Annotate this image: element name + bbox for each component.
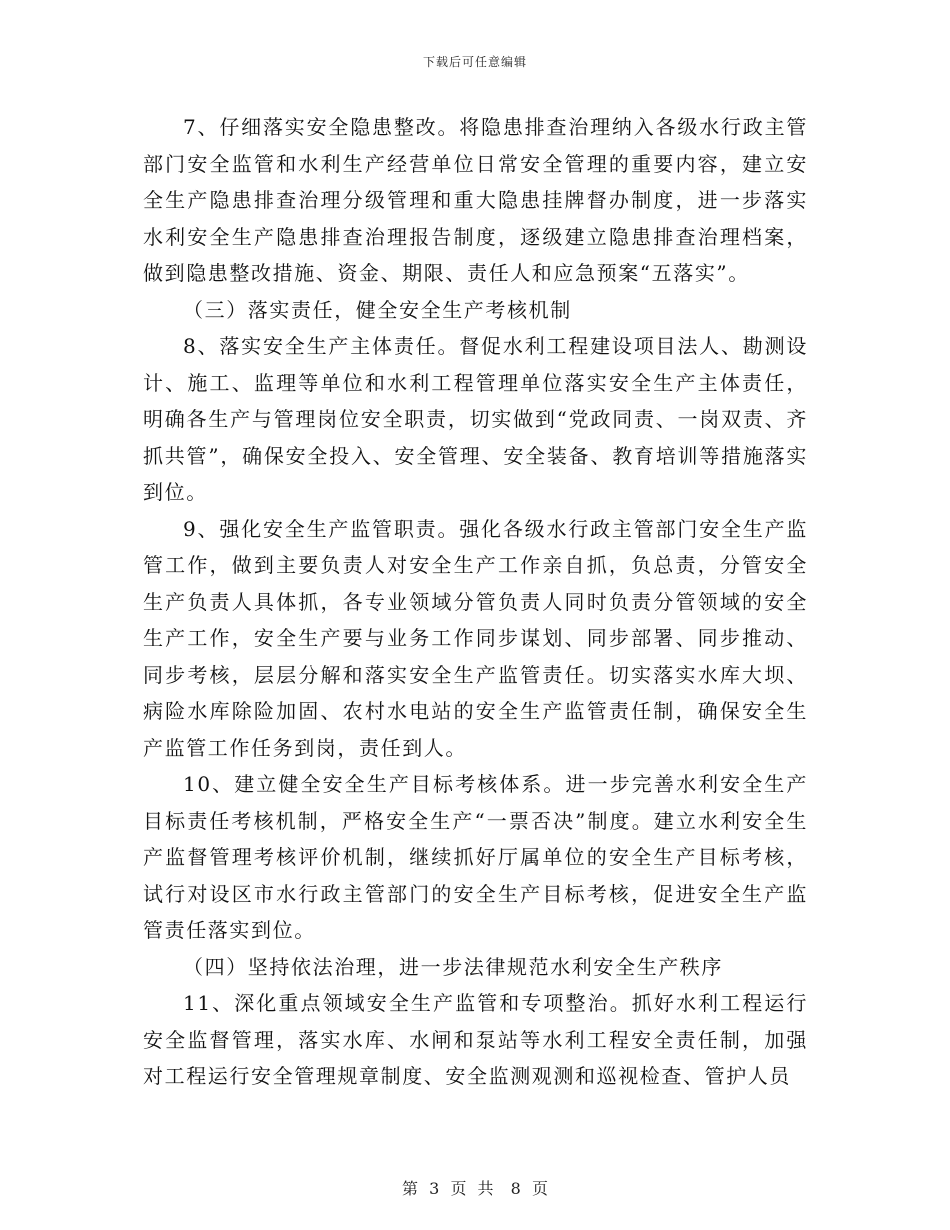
- paragraph-10: 10、建立健全安全生产目标考核体系。进一步完善水利安全生产目标责任考核机制，严格安全生产“一票否决”制度。建立水利安全生产监督管理考核评价机制，继续抓好厅属单位的安全生产目标考核，试行对设区市水行政主管部门的安全生产目标考核，促进安全生产监管责任落实到位。: [143, 772, 808, 942]
- footer-prefix: 第: [402, 1179, 419, 1198]
- total-pages-number: 8: [510, 1179, 521, 1198]
- header-note: 下载后可任意编辑: [422, 55, 527, 69]
- paragraph-8: 8、落实安全生产主体责任。督促水利工程建设项目法人、勘测设计、施工、监理等单位和水利工程管理单位落实安全生产主体责任，明确各生产与管理岗位安全职责，切实做到“党政同责、一岗双责、齐抓共管”，确保安全投入、安全管理、安全装备、教育培训等措施落实到位。: [143, 334, 808, 504]
- document-body: [143, 109, 808, 1095]
- footer-total-label: 共: [477, 1179, 494, 1198]
- section-heading-4: （四）坚持依法治理，进一步法律规范水利安全生产秩序: [183, 954, 723, 979]
- paragraph-11: 11、深化重点领域安全生产监管和专项整治。抓好水利工程运行安全监督管理，落实水库、水闸和泵站等水利工程安全责任制，加强对工程运行安全管理规章制度、安全监测观测和巡视检查、管护人员: [143, 991, 808, 1088]
- footer-suffix: 页: [531, 1179, 548, 1198]
- paragraph-7: 7、仔细落实安全隐患整改。将隐患排查治理纳入各级水行政主管部门安全监管和水利生产经营单位日常安全管理的重要内容，建立安全生产隐患排查治理分级管理和重大隐患挂牌督办制度，进一步落实水利安全生产隐患排查治理报告制度，逐级建立隐患排查治理档案，做到隐患整改措施、资金、期限、责任人和应急预案“五落实”。: [143, 115, 808, 285]
- paragraph-9: 9、强化安全生产监管职责。强化各级水行政主管部门安全生产监管工作，做到主要负责人对安全生产工作亲自抓，负总责，分管安全生产负责人具体抓，各专业领域分管负责人同时负责分管领域的安全生产工作，安全生产要与业务工作同步谋划、同步部署、同步推动、同步考核，层层分解和落实安全生产监管责任。切实落实水库大坝、病险水库除险加固、农村水电站的安全生产监管责任制，确保安全生产监管工作任务到岗，责任到人。: [143, 516, 808, 760]
- page-footer: [0, 1176, 950, 1199]
- current-page-number: 3: [429, 1179, 440, 1198]
- footer-page-label: 页: [450, 1179, 467, 1198]
- section-heading-3: （三）落实责任，健全安全生产考核机制: [183, 297, 572, 322]
